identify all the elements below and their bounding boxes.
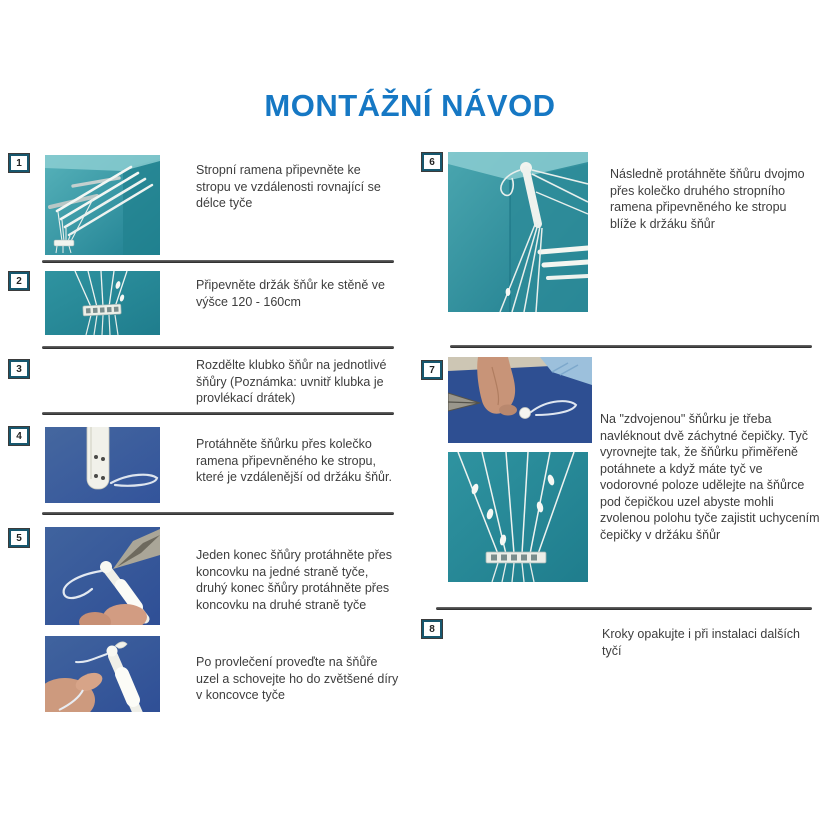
- step4-text: Protáhněte šňůrku přes kolečko ramena připevněného ke stropu, které je vzdálenější od držáku šňůr.: [196, 437, 392, 484]
- step5-number-badge: 5: [9, 529, 29, 547]
- divider: [42, 260, 394, 263]
- divider: [436, 607, 812, 610]
- step3-text: Rozdělte klubko šňůr na jednotlivé šňůry (Poznámka: uvnitř klubka je provlékací drátek): [196, 358, 387, 405]
- step2-photo: [45, 271, 160, 335]
- step7-number-badge: 7: [422, 361, 442, 379]
- step8-number-badge: 8: [422, 620, 442, 638]
- step1-photo: [45, 155, 160, 255]
- step8-text: Kroky opakujte i při instalaci dalších tyčí: [602, 627, 801, 658]
- step6-number-badge: 6: [422, 153, 442, 171]
- divider: [42, 412, 394, 415]
- step7-photo: [448, 357, 592, 443]
- step5-text: Jeden konec šňůry protáhněte přes koncovku na jedné straně tyče, druhý konec šňůry protáhněte přes koncovku na druhé straně tyče: [196, 548, 392, 612]
- page-title: MONTÁŽNÍ NÁVOD: [264, 88, 556, 123]
- step3-number-badge: 3: [9, 360, 29, 378]
- step5-text-2: Po provlečení proveďte na šňůře uzel a schovejte ho do zvětšené díry v koncovce tyče: [196, 655, 399, 702]
- step4-photo: [45, 427, 160, 503]
- step6-text: Následně protáhněte šňůru dvojmo přes kolečko druhého stropního ramena připevněného ke stropu blíže k držáku šňůr: [610, 167, 805, 231]
- step7-photo-2: [448, 452, 588, 582]
- divider: [42, 512, 394, 515]
- step2-text: Připevněte držák šňůr ke stěně ve výšce 120 - 160cm: [196, 278, 385, 309]
- step4-number-badge: 4: [9, 427, 29, 445]
- step1-number-badge: 1: [9, 154, 29, 172]
- divider: [42, 346, 394, 349]
- step1-text: Stropní ramena připevněte ke stropu ve vzdálenosti rovnající se délce tyče: [196, 163, 381, 210]
- divider: [450, 345, 812, 348]
- step2-number-badge: 2: [9, 272, 29, 290]
- step6-photo: [448, 152, 588, 312]
- step5-photo: [45, 527, 160, 625]
- step5-photo-2: [45, 636, 160, 712]
- step7-text: Na "zdvojenou" šňůrku je třeba navléknout dvě záchytné čepičky. Tyč vyrovnejte tak, že šňůrku přiměřeně potáhnete a když máte tyč ve vodorovné poloze udělejte na šňůrce pod čepičkou uzel abyste mohli zvolenou polohu tyče zajistit uchycením čepičky v držáku šňůr: [600, 412, 820, 542]
